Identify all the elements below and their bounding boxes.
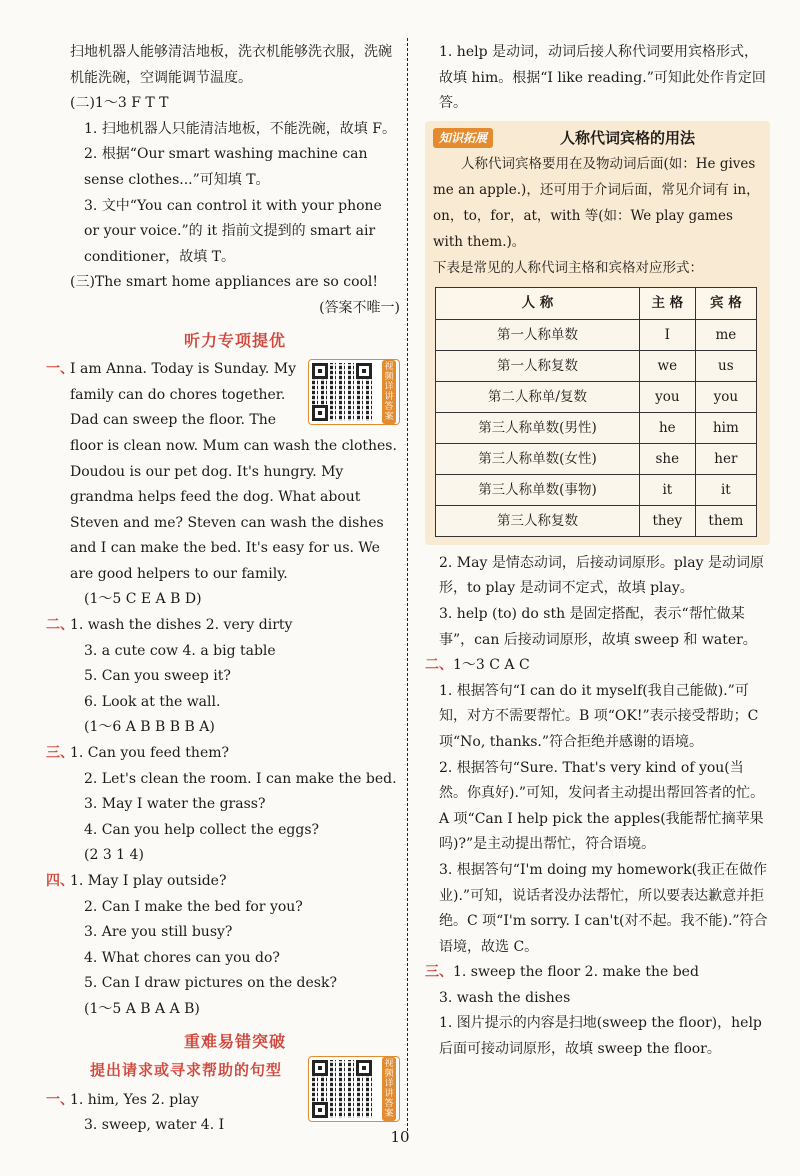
listening-section-1 (46, 357, 400, 613)
table-caption: 下表是常见的人称代词主格和宾格对应形式： (433, 259, 703, 276)
section-number: 二、 (46, 617, 74, 634)
difficult-section-title: 重难易错突破 (183, 1031, 286, 1051)
table-row (436, 350, 757, 381)
table-cell: 第三人称单数(女性) (436, 443, 640, 474)
part2-heading: (二)1～3 F T T (70, 95, 169, 112)
list-item: 1. Can you feed them? (70, 745, 230, 762)
table-row (436, 443, 757, 474)
table-row (436, 474, 757, 505)
list-item: 1. May I play outside? (70, 873, 227, 889)
table-cell: 第三人称单数(男性) (436, 412, 640, 443)
table-cell: me (695, 319, 756, 350)
listening-section-title: 听力专项提优 (183, 330, 286, 350)
table-cell: her (695, 443, 756, 474)
table-cell: him (695, 412, 756, 443)
section-2-item-2: 2. 根据答句“Sure. That's very kind of you(当然。你真好).”可知，发问者主动提出帮回答者的忙。A 项“Can I help pick the apples(我能帮忙摘苹果吗)?”是主动提出帮忙，符合语境。 (439, 759, 765, 853)
column-header: 人 称 (436, 287, 640, 319)
page-number: 10 (390, 1128, 410, 1146)
section-number: 三、 (46, 745, 74, 762)
knowledge-text: 人称代词宾格要用在及物动词后面(如：He gives me an apple.)，还可用于介词后面，常见介词有 in，on，to，for，at，with 等(如：We play games with them.)。 (433, 155, 760, 250)
table-cell: 第二人称单/复数 (436, 381, 640, 412)
list-item: 1. sweep the floor 2. make the bed (453, 964, 699, 981)
section-answer: (1～6 A B B B B A) (84, 719, 215, 736)
listening-transcript: I am Anna. Today is Sunday. My family can do chores together. Dad can sweep the floor. The floor is clean now. Mum can wash the clothes. Doudou is our pet dog. It's hungry. My grandma helps feed the dog. What about Steven and me? Steven can wash the dishes and I can make the bed. It's easy for us. We are good helpers to our family. (70, 361, 397, 582)
table-cell: them (695, 505, 756, 536)
left-column (46, 40, 400, 1139)
table-cell: he (639, 412, 695, 443)
list-item: 4. What chores can you do? (84, 949, 280, 966)
list-item: 3. May I water the grass? (84, 796, 266, 813)
column-header: 宾 格 (695, 287, 756, 319)
pronoun-table (435, 287, 757, 537)
table-row (436, 381, 757, 412)
part2-item-2: 2. 根据“Our smart washing machine can sense clothes...”可知填 T。 (84, 146, 368, 188)
list-item: 5. Can I draw pictures on the desk? (84, 975, 337, 992)
listening-section-3 (46, 741, 400, 869)
list-item: 3. a cute cow 4. a big table (84, 642, 276, 659)
column-header: 主 格 (639, 287, 695, 319)
section-3-item-1: 1. 图片提示的内容是扫地(sweep the floor)，help 后面可接动词原形，故填 sweep the floor。 (439, 1015, 762, 1058)
table-cell: you (695, 381, 756, 412)
section-answer: (1～5 C E A B D) (84, 591, 202, 608)
list-item: 1. wash the dishes 2. very dirty (70, 617, 293, 634)
table-cell: 第三人称复数 (436, 505, 640, 536)
list-item: 3. wash the dishes (439, 989, 571, 1006)
listening-section-4 (46, 869, 400, 1023)
section-number: 三、 (425, 964, 453, 981)
table-cell: she (639, 443, 695, 474)
listening-section-2 (46, 613, 400, 741)
qr-code-icon (312, 363, 372, 421)
section-3-heading (425, 960, 770, 986)
knowledge-tag: 知识拓展 (433, 128, 493, 148)
qr-code-video[interactable] (308, 359, 400, 425)
list-item: 4. Can you help collect the eggs? (84, 821, 320, 838)
sentence-pattern-title: 提出请求或寻求帮助的句型 (89, 1061, 282, 1080)
section-2-item-3: 3. 根据答句“I'm doing my homework(我正在做作业).”可知，说话者没办法帮忙，所以要表达歉意并拒绝。C 项“I'm sorry. I can't(对不起。我不能).”符合语境，故选 C。 (439, 861, 768, 955)
table-row (436, 505, 757, 536)
list-item: 1. him, Yes 2. play (70, 1091, 199, 1108)
part2-item-3: 3. 文中“You can control it with your phone or your voice.”的 it 指前文提到的 smart air conditioner，故填 T。 (84, 197, 382, 265)
column-divider (407, 38, 408, 1136)
knowledge-title: 人称代词宾格的用法 (560, 128, 696, 147)
sentence-section (46, 1058, 400, 1139)
list-item: 6. Look at the wall. (84, 693, 221, 710)
table-cell: 第一人称复数 (436, 350, 640, 381)
list-item: 5. Can you sweep it? (84, 668, 231, 685)
table-cell: we (639, 350, 695, 381)
explanation-2: 2. May 是情态动词，后接动词原形。play 是动词原形，to play 是动词不定式，故填 play。 (439, 554, 764, 597)
video-answer-label: 视频详讲答案 (382, 1057, 396, 1121)
right-column (425, 40, 770, 1063)
table-header-row (436, 287, 757, 319)
list-item: 2. Can I make the bed for you? (84, 898, 303, 915)
explanation-3: 3. help (to) do sth 是固定搭配，表示“帮忙做某事”，can 后接动词原形，故填 sweep 和 water。 (439, 605, 757, 648)
list-item: 3. Are you still busy? (84, 924, 233, 941)
table-cell: 第三人称单数(事物) (436, 474, 640, 505)
section-answer: 1～3 C A C (453, 657, 530, 674)
section-number: 一、 (46, 361, 74, 378)
section-2-item-1: 1. 根据答句“I can do it myself(我自己能做).”可知，对方不需要帮忙。B 项“OK!”表示接受帮助；C 项“No, thanks.”符合拒绝并感谢的语境。 (439, 682, 759, 750)
part3-note: (答案不唯一) (319, 299, 400, 316)
table-cell: they (639, 505, 695, 536)
knowledge-box (425, 121, 770, 545)
qr-code-icon (312, 1060, 372, 1118)
table-cell: it (695, 474, 756, 505)
section-2-heading (425, 653, 770, 679)
section-number: 一、 (46, 1091, 74, 1108)
part2-item-1: 1. 扫地机器人只能清洁地板，不能洗碗，故填 F。 (84, 120, 396, 137)
part3-answer: (三)The smart home appliances are so cool! (70, 274, 379, 291)
table-cell: us (695, 350, 756, 381)
list-item: 3. sweep, water 4. I (84, 1117, 225, 1134)
section-number: 四、 (46, 873, 74, 889)
table-cell: it (639, 474, 695, 505)
table-row (436, 319, 757, 350)
section-number: 二、 (425, 657, 453, 674)
part2-items (70, 117, 400, 271)
intro-text: 扫地机器人能够清洁地板，洗衣机能够洗衣服，洗碗机能洗碗，空调能调节温度。 (70, 44, 392, 86)
table-row (436, 412, 757, 443)
table-cell: you (639, 381, 695, 412)
video-answer-label: 视频详讲答案 (382, 360, 396, 424)
list-item: 2. Let's clean the room. I can make the bed. (84, 770, 397, 787)
table-cell: I (639, 319, 695, 350)
section-answer: (1～5 A B A A B) (84, 1000, 200, 1017)
table-cell: 第一人称单数 (436, 319, 640, 350)
section-answer: (2 3 1 4) (84, 847, 144, 864)
qr-code-video-2[interactable] (308, 1056, 400, 1122)
explanation-1: 1. help 是动词，动词后接人称代词要用宾格形式，故填 him。根据“I like reading.”可知此处作肯定回答。 (439, 44, 766, 112)
